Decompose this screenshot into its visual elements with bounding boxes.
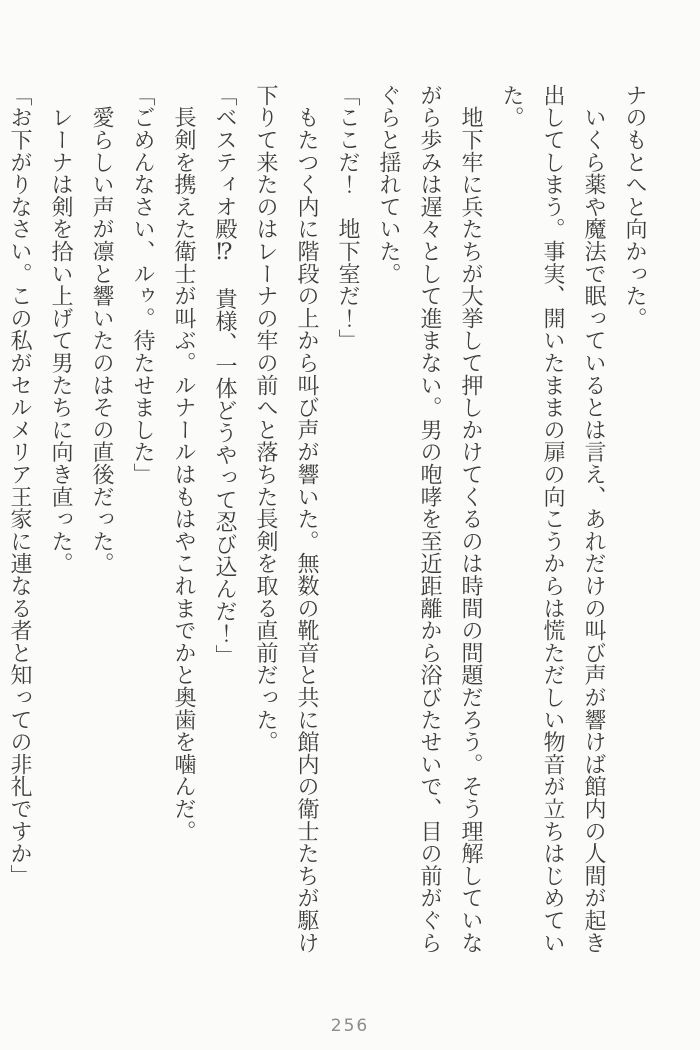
vertical-text-block <box>0 84 656 968</box>
paragraph-dialogue: 「ここだ！ 地下室だ！」 <box>336 84 361 352</box>
paragraph-dialogue: 「ごめんなさい、ルゥ。待たせました」 <box>131 84 156 486</box>
paragraph: レーナは剣を拾い上げて男たちに向き直った。 <box>49 84 74 575</box>
paragraph: 地下牢に兵たちが大挙して押しかけてくるのは時間の問題だろう。そう理解していながら歩みは遅々として進まない。男の咆哮を至近距離から浴びたせいで、目の前がぐらぐらと揺れていた。 <box>377 84 484 954</box>
paragraph: いくら薬や魔法で眠っているとは言え、あれだけの叫び声が響けば館内の人間が起き出してしまう。事実、開いたままの扉の向こうからは慌ただしい物音が立ちはじめていた。 <box>500 84 607 954</box>
paragraph-dialogue: 「お下がりなさい。この私がセルメリア王家に連なる者と知っての非礼ですか」 <box>8 84 33 887</box>
paragraph: もたつく内に階段の上から叫び声が響いた。無数の靴音と共に館内の衛士たちが駆け下りて来たのはレーナの牢の前へと落ちた長剣を取る直前だった。 <box>254 84 320 954</box>
paragraph: ナのもとへと向かった。 <box>623 84 648 330</box>
paragraph-dialogue: 「ベスティオ殿⁉ 貴様、一体どうやって忍び込んだ！」 <box>213 84 238 667</box>
paragraph: 長剣を携えた衛士が叫ぶ。ルナールはもはやこれまでかと奥歯を噛んだ。 <box>172 84 197 843</box>
page-number: 256 <box>330 1016 370 1036</box>
paragraph: 愛らしい声が凛と響いたのはその直後だった。 <box>90 84 115 575</box>
